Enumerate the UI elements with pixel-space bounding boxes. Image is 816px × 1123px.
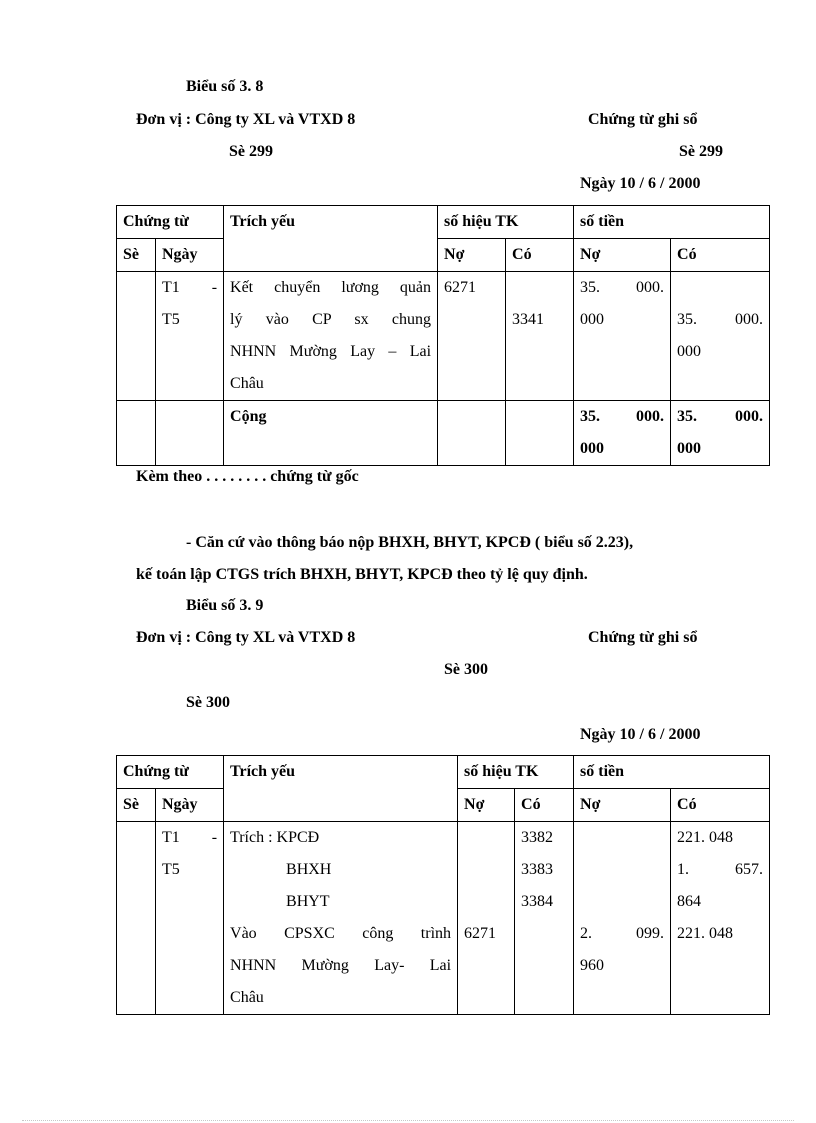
voucher-table-2	[116, 755, 770, 1015]
cell-date	[156, 272, 224, 401]
page-footer-divider	[22, 1120, 794, 1121]
header-amount: số tiền	[574, 206, 770, 239]
cell-date	[156, 822, 224, 1015]
header-credit-amount: Có	[671, 239, 770, 272]
form-number: Biểu số 3. 8	[186, 78, 264, 95]
header-amount: số tiền	[574, 756, 770, 789]
document-type: Chứng từ ghi sổ	[588, 629, 698, 646]
total-cell-credit-account	[506, 401, 574, 466]
table-subheader-row	[117, 239, 770, 272]
credit-amount-line-1: 35. 000.	[677, 311, 764, 328]
total-credit-line-1: 35. 000.	[677, 408, 764, 425]
cell-credit-account	[506, 272, 574, 401]
header-date: Ngày	[156, 239, 224, 272]
header-summary: Trích yếu	[224, 756, 458, 822]
header-voucher: Chứng từ	[117, 756, 224, 789]
credit-account-value: 3384	[521, 893, 554, 910]
date-line-1: T1	[162, 279, 180, 296]
credit-amount-value: 221. 048	[677, 829, 734, 846]
credit-account-value: 3382	[521, 829, 554, 846]
total-debit-line-1: 35. 000.	[580, 408, 665, 425]
table-total-row	[117, 401, 770, 466]
summary-line: Châu	[230, 375, 264, 392]
cell-debit-amount	[574, 272, 671, 401]
header-debit-amount: Nợ	[574, 239, 671, 272]
credit-account-value: 3341	[512, 311, 545, 328]
cell-credit-amount	[671, 822, 770, 1015]
sequence-number-left: Sè 300	[186, 694, 230, 711]
unit-label: Đơn vị : Công ty XL và VTXD 8	[136, 629, 356, 646]
total-cell-date	[156, 401, 224, 466]
header-summary: Trích yếu	[224, 206, 438, 272]
summary-line: Châu	[230, 989, 264, 1006]
debit-amount-line-1: 2. 099.	[580, 925, 665, 942]
unit-label: Đơn vị : Công ty XL và VTXD 8	[136, 111, 356, 128]
cell-credit-amount	[671, 272, 770, 401]
summary-line: Vào CPSXC công trình	[230, 925, 452, 942]
cell-debit-account	[458, 822, 515, 1015]
document-date: Ngày 10 / 6 / 2000	[580, 726, 701, 743]
date-dash: -	[211, 279, 218, 296]
header-voucher: Chứng từ	[117, 206, 224, 239]
cell-summary	[224, 822, 458, 1015]
summary-line: Kết chuyển lương quản	[230, 279, 432, 296]
table-row	[117, 272, 770, 401]
sequence-number-center: Sè 300	[444, 661, 488, 678]
date-line-2: T5	[162, 311, 180, 328]
table-row	[117, 822, 770, 1015]
total-credit	[671, 401, 770, 466]
header-credit-account: Có	[506, 239, 574, 272]
form-number: Biểu số 3. 9	[186, 597, 264, 614]
credit-amount-value: 1. 657.	[677, 861, 764, 878]
date-line-2: T5	[162, 861, 180, 878]
credit-amount-line-2: 000	[677, 343, 702, 360]
credit-amount-value: 864	[677, 893, 702, 910]
debit-amount-line-2: 960	[580, 957, 605, 974]
header-debit-account: Nợ	[438, 239, 506, 272]
paragraph-line-2: kế toán lập CTGS trích BHXH, BHYT, KPCĐ theo tỷ lệ quy định.	[136, 566, 588, 583]
sequence-number-right: Sè 299	[679, 143, 723, 160]
header-credit-amount: Có	[671, 789, 770, 822]
credit-amount-value: 221. 048	[677, 925, 734, 942]
summary-line: lý vào CP sx chung	[230, 311, 432, 328]
voucher-table-1	[116, 205, 770, 466]
header-se: Sè	[117, 239, 156, 272]
header-debit-account: Nợ	[458, 789, 515, 822]
paragraph-line-1: - Căn cứ vào thông báo nộp BHXH, BHYT, KPCĐ ( biểu số 2.23),	[186, 534, 634, 551]
attached-documents-note: Kèm theo . . . . . . . . chứng từ gốc	[136, 468, 359, 485]
date-dash: -	[211, 829, 218, 846]
summary-line: BHYT	[286, 893, 330, 910]
summary-line: NHNN Mường Lay – Lai	[230, 343, 432, 360]
document-type: Chứng từ ghi sổ	[588, 111, 698, 128]
header-account: số hiệu TK	[458, 756, 574, 789]
table-header-row	[117, 756, 770, 789]
header-date: Ngày	[156, 789, 224, 822]
cell-debit-amount	[574, 822, 671, 1015]
total-cell-debit-account	[438, 401, 506, 466]
header-se: Sè	[117, 789, 156, 822]
header-credit-account: Có	[515, 789, 574, 822]
debit-amount-line-1: 35. 000.	[580, 279, 665, 296]
sequence-number-left: Sè 299	[229, 143, 273, 160]
debit-account-value: 6271	[464, 925, 497, 942]
debit-account-value: 6271	[444, 279, 477, 296]
summary-line: NHNN Mường Lay- Lai	[230, 957, 452, 974]
cell-credit-account	[515, 822, 574, 1015]
table-header-row	[117, 206, 770, 239]
total-label: Cộng	[224, 401, 438, 466]
debit-amount-line-2: 000	[580, 311, 605, 328]
document-date: Ngày 10 / 6 / 2000	[580, 175, 701, 192]
summary-line: Trích : KPCĐ	[230, 829, 320, 846]
cell-se	[117, 272, 156, 401]
total-cell-se	[117, 401, 156, 466]
total-credit-line-2: 000	[677, 440, 702, 457]
total-debit-line-2: 000	[580, 440, 605, 457]
header-account: số hiệu TK	[438, 206, 574, 239]
credit-account-value: 3383	[521, 861, 554, 878]
cell-se	[117, 822, 156, 1015]
cell-debit-account	[438, 272, 506, 401]
cell-summary	[224, 272, 438, 401]
date-line-1: T1	[162, 829, 180, 846]
total-debit	[574, 401, 671, 466]
summary-line: BHXH	[286, 861, 332, 878]
header-debit-amount: Nợ	[574, 789, 671, 822]
